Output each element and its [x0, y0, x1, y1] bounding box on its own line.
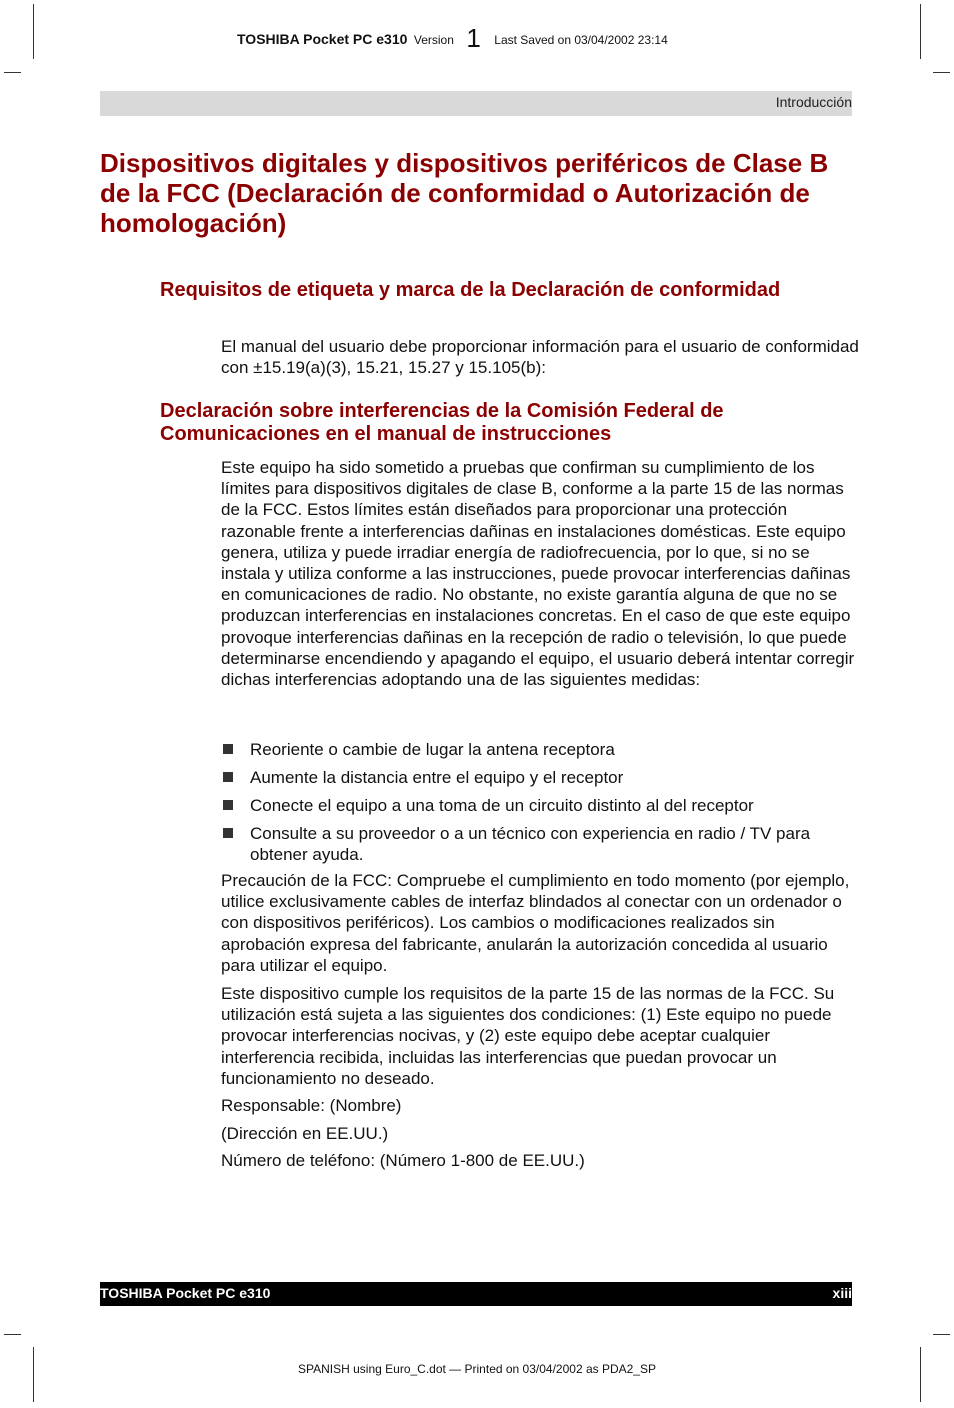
footer-bar: [100, 1282, 852, 1306]
crop-mark: [933, 1334, 950, 1335]
last-saved: Last Saved on 03/04/2002 23:14: [494, 33, 668, 47]
bullet-square-icon: [223, 744, 233, 754]
crop-mark: [920, 4, 921, 59]
compliance-paragraph: Este dispositivo cumple los requisitos de la parte 15 de las normas de la FCC. Su utilización está sujeta a las siguientes dos condiciones: (1) Este equipo no puede provocar interferencias nocivas, y (2) este equipo debe aceptar cualquier interferencia recibida, incluidas las interferencias que puedan provocar un funcionamiento no deseado.: [221, 984, 835, 1088]
header-bar: [100, 91, 852, 116]
crop-mark: [33, 4, 34, 59]
list-item: Aumente la distancia entre el equipo y el receptor: [221, 767, 861, 788]
responsible-line: Responsable: (Nombre): [221, 1096, 402, 1115]
list-item: Reoriente o cambie de lugar la antena receptora: [221, 739, 861, 760]
bullet-square-icon: [223, 828, 233, 838]
section1-paragraph: El manual del usuario debe proporcionar información para el usuario de conformidad con ±15.19(a)(3), 15.21, 15.27 y 15.105(b):: [221, 337, 859, 378]
crop-mark: [4, 1334, 21, 1335]
footer-product-name: TOSHIBA Pocket PC e310: [100, 1285, 271, 1301]
caution-paragraph: Precaución de la FCC: Compruebe el cumplimiento en todo momento (por ejemplo, utilice exclusivamente cables de interfaz blindados al conectar con un ordenador o con dispositivos periféricos). Los cambios o modificaciones realizados sin aprobación expresa del fabricante, anularán la autorización concedida al usuario para utilizar el equipo.: [221, 871, 850, 975]
top-meta: [237, 20, 668, 51]
bullet-square-icon: [223, 800, 233, 810]
page-title: Dispositivos digitales y dispositivos periféricos de Clase B de la FCC (Declaración de conformidad o Autorización de homologación): [100, 148, 829, 238]
list-item: Conecte el equipo a una toma de un circuito distinto al del receptor: [221, 795, 861, 816]
section-name: Introducción: [775, 94, 852, 110]
section1-heading: Requisitos de etiqueta y marca de la Declaración de conformidad: [160, 279, 781, 301]
print-meta: SPANISH using Euro_C.dot — Printed on 03/04/2002 as PDA2_SP: [298, 1362, 656, 1376]
page-number: xiii: [832, 1285, 852, 1301]
measures-list: [221, 739, 861, 872]
address-line: (Dirección en EE.UU.): [221, 1124, 389, 1143]
phone-line: Número de teléfono: (Número 1-800 de EE.UU.): [221, 1151, 585, 1170]
version-label: Version: [413, 33, 454, 47]
list-item: Consulte a su proveedor o a un técnico con experiencia en radio / TV para obtener ayuda.: [221, 823, 861, 865]
version-number: 1: [466, 23, 481, 53]
section2-heading: Declaración sobre interferencias de la Comisión Federal de Comunicaciones en el manual de instrucciones: [160, 400, 724, 445]
section2-intro: Este equipo ha sido sometido a pruebas que confirman su cumplimiento de los límites para dispositivos digitales de clase B, conforme a la parte 15 de las normas de la FCC. Estos límites están diseñados para proporcionar una protección razonable frente a interferencias dañinas en instalaciones domésticas. Este equipo genera, utiliza y puede irradiar energía de radiofrecuencia, por lo que, si no se instala y utiliza conforme a las instrucciones, puede provocar interferencias dañinas en comunicaciones de radio. No obstante, no existe garantía alguna de que no se produzcan interferencias en instalaciones concretas. En el caso de que este equipo provoque interferencias dañinas en la recepción de radio o televisión, lo que puede determinarse encendiendo y apagando el equipo, el usuario deberá intentar corregir dichas interferencias adoptando una de las siguientes medidas:: [221, 458, 855, 690]
top-product-name: TOSHIBA Pocket PC e310: [237, 31, 408, 47]
bullet-square-icon: [223, 772, 233, 782]
crop-mark: [4, 72, 21, 73]
crop-mark: [933, 72, 950, 73]
